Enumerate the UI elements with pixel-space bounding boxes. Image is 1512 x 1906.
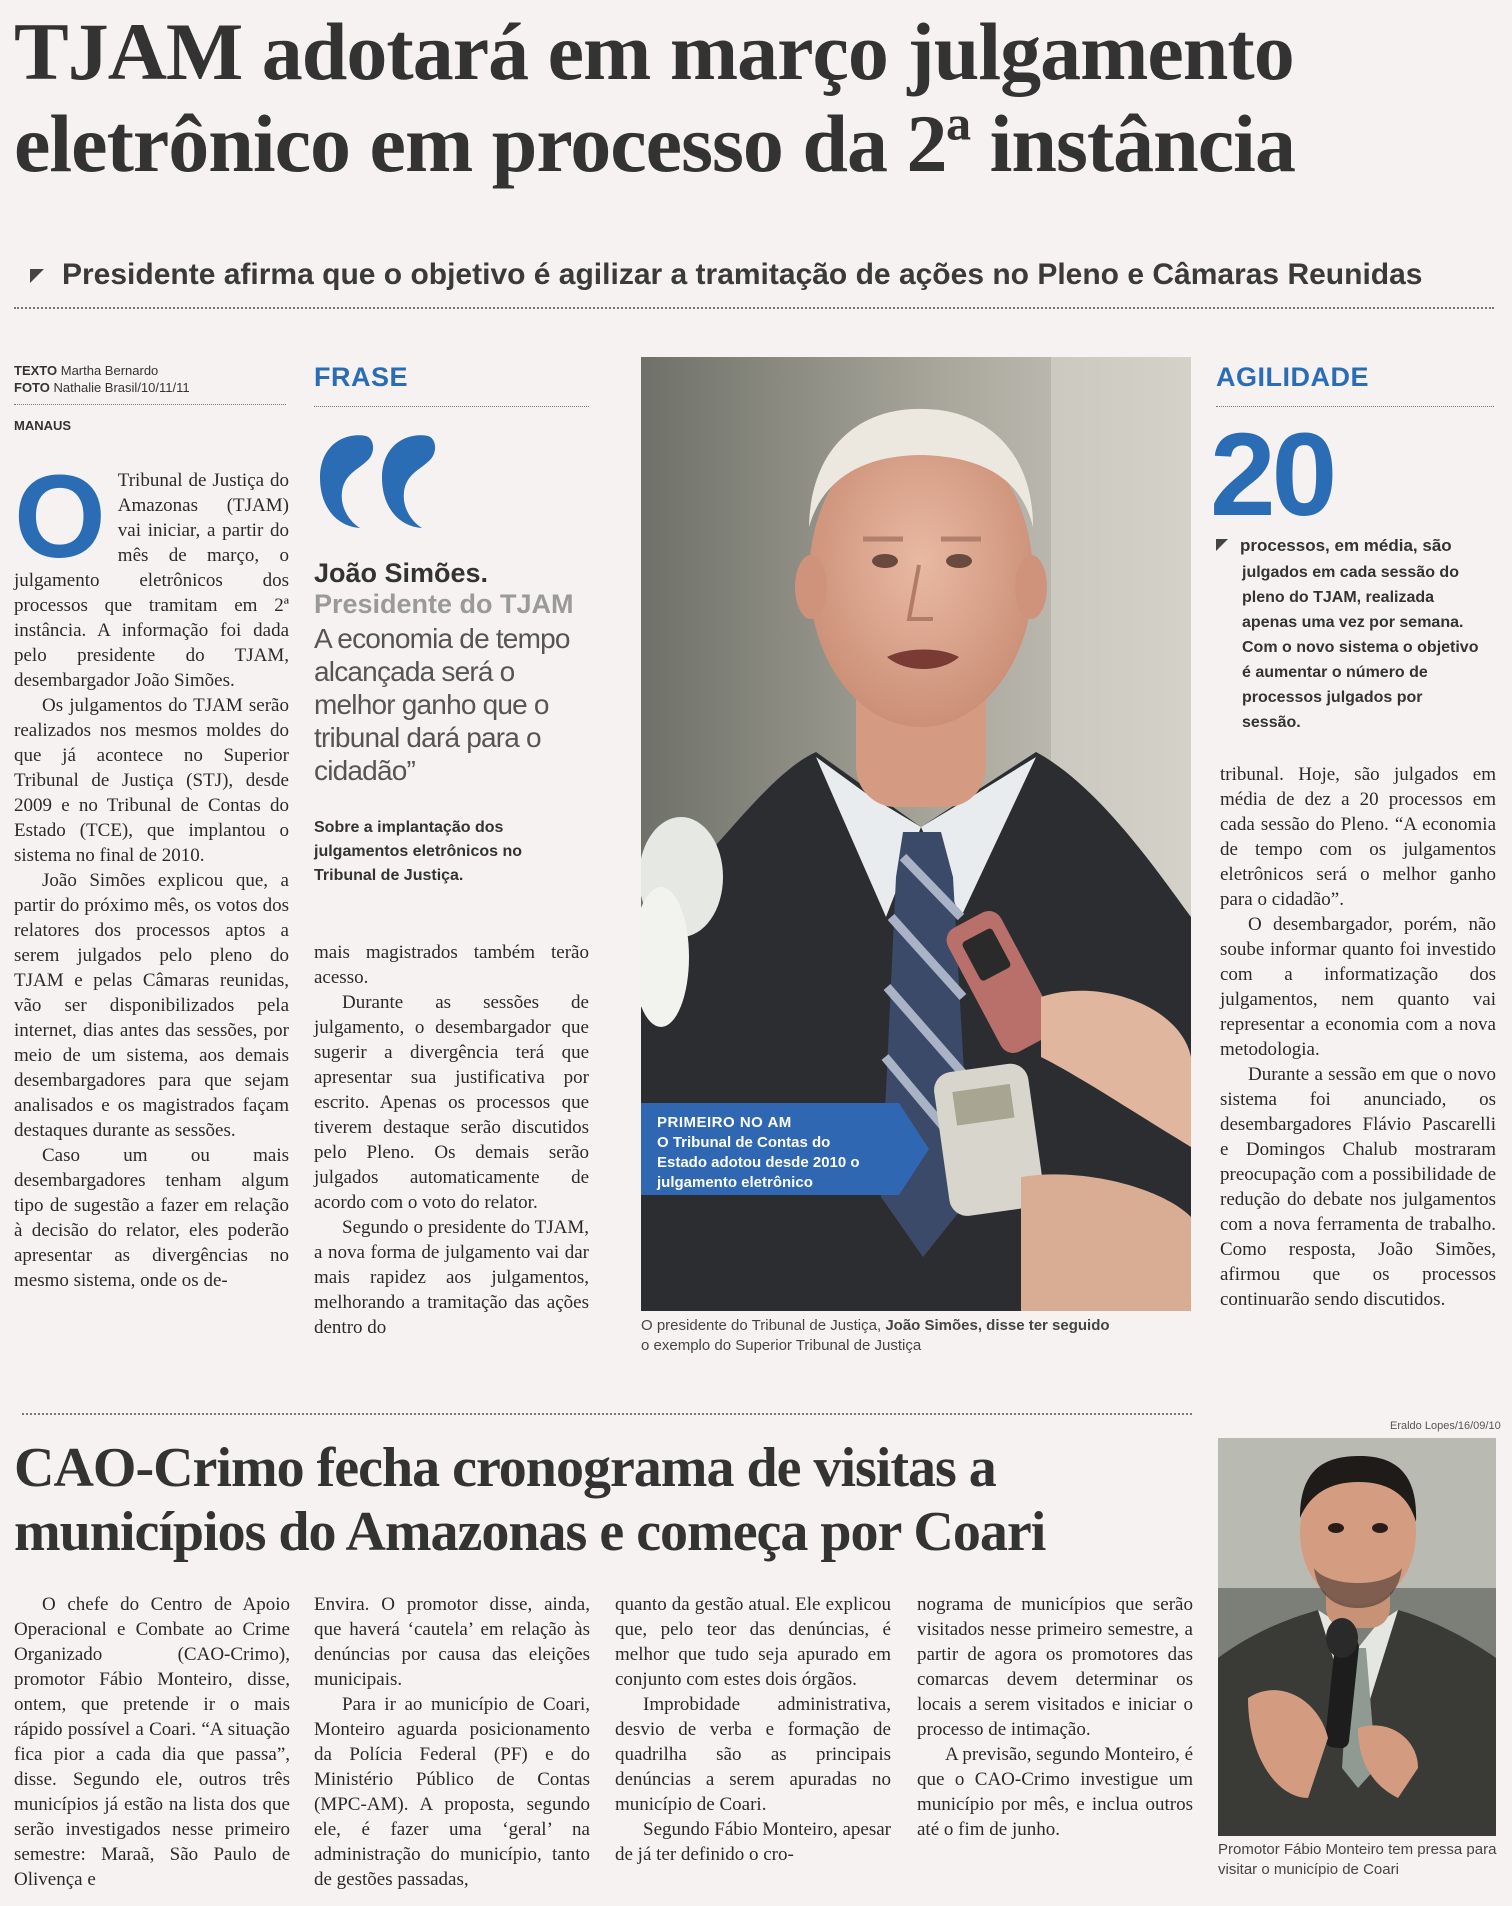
article1-col2-paragraph-1: mais magistrados também terão acesso.	[314, 942, 589, 988]
divider-middle	[22, 1413, 1192, 1415]
frase-context: Sobre a implantação dos julgamentos eletrônicos no Tribunal de Justiça.	[314, 819, 523, 884]
article1-col1-paragraph-1: Tribunal de Justiça do Amazonas (TJAM) vai iniciar, a partir do mês de março, o julgamento eletrônicos dos processos que tramitam em 2ª instância. A informação foi dada pelo presidente do TJAM, desembargador João Simões.	[14, 470, 289, 691]
article1-column-4	[1220, 762, 1496, 1312]
article2-col2-paragraph-2: Para ir ao município de Coari, Monteiro aguarda posicionamento da Polícia Federal (PF) e do Ministério Público de Contas (MPC-AM). A proposta, segundo ele, é fazer uma ‘geral’ na administração do município, tanto de gestões passadas,	[314, 1694, 590, 1890]
agilidade-lead-row	[1216, 536, 1496, 556]
frase-label: FRASE	[314, 362, 409, 392]
article2-headline-line-1: CAO-Crimo fecha cronograma de visitas a	[14, 1437, 996, 1499]
agilidade-label: AGILIDADE	[1216, 362, 1369, 392]
agilidade-divider	[1216, 406, 1494, 407]
article1-col1-paragraph-4: Caso um ou mais desembargadores tenham algum tipo de sugestão a fazer em relação à decisão do relator, eles poderão apresentar as divergências no mesmo sistema, onde os de-	[14, 1145, 289, 1291]
photo-caption	[641, 1316, 1201, 1356]
agilidade-number: 20	[1210, 409, 1334, 541]
frase-divider	[314, 406, 589, 407]
article1-col4-paragraph-1: tribunal. Hoje, são julgados em média de dez a 20 processos em cada sessão do Pleno. “A economia de tempo com os julgamentos eletrônicos será o melhor ganho para o cidadão”.	[1220, 764, 1496, 910]
article2-col3-paragraph-1: quanto da gestão atual. Ele explicou que, pelo teor das denúncias, é melhor que tudo seja apurado em conjunto com estes dois órgãos.	[615, 1594, 891, 1690]
photo-fabio-monteiro	[1218, 1438, 1496, 1836]
byline	[14, 362, 286, 396]
agilidade-text: julgados em cada sessão do pleno do TJAM, realizada apenas uma vez por semana. Com o novo sistema o objetivo é aumentar o número de processos julgados por sessão.	[1242, 564, 1479, 731]
article2-photo-credit: Eraldo Lopes/16/09/10	[1390, 1420, 1501, 1432]
drop-cap: O	[14, 451, 106, 583]
article2-column-4	[917, 1592, 1193, 1842]
byline-photo-label: FOTO	[14, 380, 50, 395]
photo-callout-arrow-icon	[899, 1103, 929, 1195]
byline-divider	[14, 404, 286, 405]
article2-col2-paragraph-1: Envira. O promotor disse, ainda, que haverá ‘cautela’ em relação às denúncias por causa das eleições municipais.	[314, 1594, 590, 1690]
article1-col4-paragraph-3: Durante a sessão em que o novo sistema foi anunciado, os desembargadores Flávio Pascarelli e Domingos Chalub mostraram preocupação com a possibilidade de redução do debate nos julgamentos com a nova ferramenta de trabalho. Como resposta, João Simões, afirmou que os processos continuarão sendo discutidos.	[1220, 1064, 1496, 1310]
triangle-bullet-icon	[1216, 539, 1228, 551]
article1-column-1	[14, 451, 289, 1293]
article1-col2-paragraph-2: Durante as sessões de julgamento, o desembargador que sugerir a divergência terá que apresentar sua justificativa por escrito. Apenas os processos que tiverem destaque serão discutidos pelo Pleno. Os demais serão julgados automaticamente de acordo com o voto do relator.	[314, 992, 589, 1213]
dateline: MANAUS	[14, 418, 72, 433]
byline-text-label: TEXTO	[14, 363, 58, 378]
quote-mark-icon	[312, 430, 440, 530]
article2-column-3	[615, 1592, 891, 1867]
article2-col3-paragraph-3: Segundo Fábio Monteiro, apesar de já ter definido o cro-	[615, 1819, 892, 1865]
article1-col1-paragraph-2: Os julgamentos do TJAM serão realizados nos mesmos moldes do que já acontece no Superior Tribunal de Justiça (STJ), desde 2009 e no Tribunal de Contas do Estado (TCE), que implantou o sistema no final de 2010.	[14, 695, 289, 866]
article2-col4-paragraph-1: nograma de municípios que serão visitados nesse primeiro semestre, a partir de agora os promotores das comarcas devem determinar os locais a serem visitados e iniciar o processo de intimação.	[917, 1594, 1193, 1740]
divider-top	[14, 307, 1494, 309]
article2-headline-line-2: municípios do Amazonas e começa por Coari	[14, 1501, 1046, 1563]
photo-caption-bold: João Simões, disse ter seguido	[885, 1317, 1110, 1334]
article2-col1-paragraph-1: O chefe do Centro de Apoio Operacional e Combate ao Crime Organizado (CAO-Crimo), promotor Fábio Monteiro, disse, ontem, que pretende ir o mais rápido possível a Coari. “A situação fica pior a cada dia que passa”, disse. Segundo ele, outros três municípios já estão na lista dos que serão investigados nesse primeiro semestre: Maraã, São Paulo de Olivença e	[14, 1594, 290, 1890]
article1-column-2	[314, 940, 589, 1340]
article1-col2-paragraph-3: Segundo o presidente do TJAM, a nova forma de julgamento vai dar mais rapidez aos julgamentos, melhorando a tramitação das ações dentro do	[314, 1217, 589, 1338]
subheadline: Presidente afirma que o objetivo é agilizar a tramitação de ações no Pleno e Câmaras Reunidas	[62, 258, 1423, 291]
byline-text-author: Martha Bernardo	[60, 363, 159, 378]
agilidade-lead: processos, em média, são	[1240, 536, 1452, 555]
article1-col1-paragraph-3: João Simões explicou que, a partir do próximo mês, os votos dos relatores dos processos aptos a serem julgados pelo pleno do TJAM e pelas Câmaras reunidas, vão ser disponibilizados pela internet, dias antes das sessões, por meio de um sistema, aos demais desembargadores para que sejam analisados e os magistrados façam destaques durante as sessões.	[14, 870, 289, 1141]
byline-photo-author: Nathalie Brasil/10/11/11	[53, 380, 190, 395]
headline-line-2: eletrônico em processo da 2ª instância	[14, 98, 1295, 189]
article2-column-2	[314, 1592, 590, 1892]
triangle-bullet-icon	[30, 269, 44, 283]
subheadline-row	[30, 258, 1500, 292]
photo-callout-title: PRIMEIRO NO AM	[657, 1114, 792, 1131]
frase-quote: A economia de tempo alcançada será o melhor ganho que o tribunal dará para o cidadão”	[314, 623, 570, 786]
photo-caption-start: O presidente do Tribunal de Justiça,	[641, 1317, 886, 1334]
frase-name: João Simões.	[314, 558, 489, 588]
article2-col4-paragraph-2: A previsão, segundo Monteiro, é que o CAO-Crimo investigue um município por mês, e inclua outros até o fim de junho.	[917, 1744, 1194, 1840]
article2-col3-paragraph-2: Improbidade administrativa, desvio de verba e formação de quadrilha são as principais denúncias a serem apuradas no município de Coari.	[615, 1694, 891, 1815]
frase-role: Presidente do TJAM	[314, 589, 574, 619]
photo-callout-box	[641, 1103, 899, 1195]
headline-line-1: TJAM adotará em março julgamento	[14, 6, 1294, 97]
photo-caption-end: o exemplo do Superior Tribunal de Justiça	[641, 1337, 922, 1354]
article2-photo-caption: Promotor Fábio Monteiro tem pressa para visitar o município de Coari	[1218, 1841, 1497, 1878]
article2-column-1	[14, 1592, 290, 1892]
photo-callout-text: O Tribunal de Contas do Estado adotou desde 2010 o julgamento eletrônico	[657, 1134, 860, 1191]
photo-joao-simoes	[641, 357, 1191, 1311]
article1-col4-paragraph-2: O desembargador, porém, não soube informar quanto foi investido com a informatização dos julgamentos, nem quanto vai representar a economia com a nova metodologia.	[1220, 914, 1496, 1060]
